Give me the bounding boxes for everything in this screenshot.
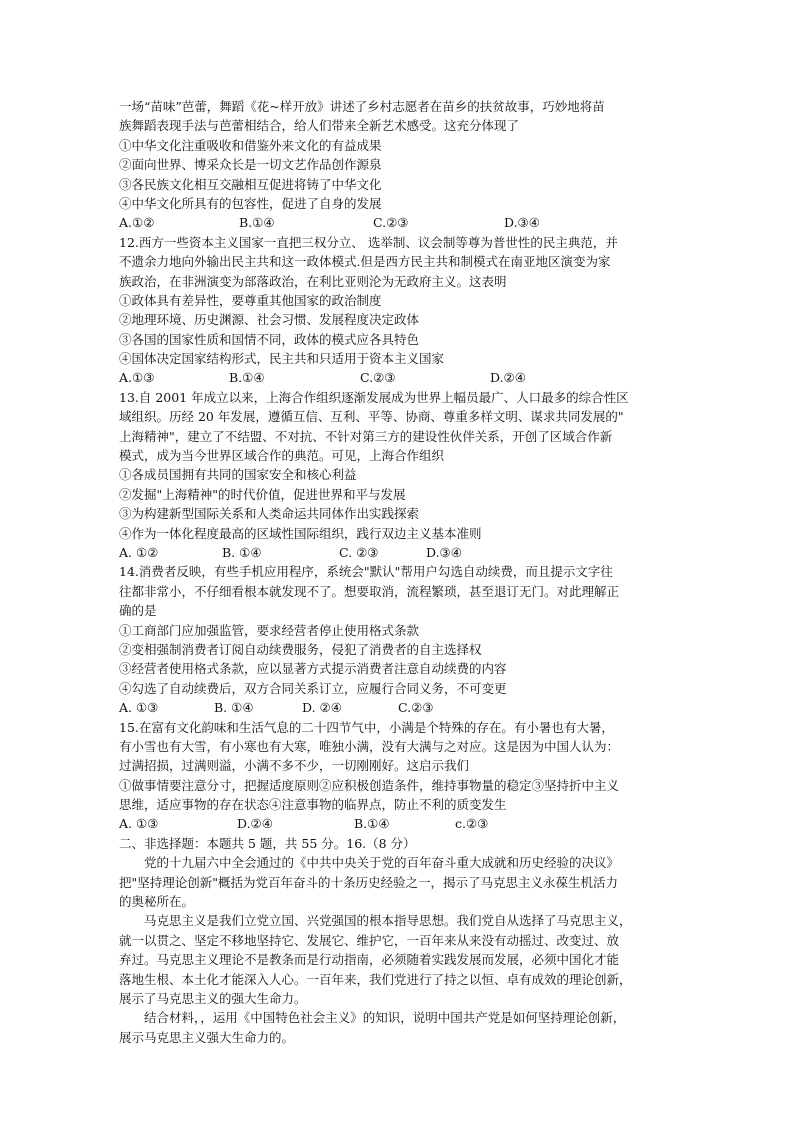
option-b[interactable]: B.①④ <box>354 816 390 832</box>
option-c[interactable]: C.②③ <box>360 370 396 386</box>
question-14 <box>119 562 689 717</box>
question-text: 有小雪也有大雪，有小寒也有大寒，唯独小满，没有大满与之对应。这是因为中国人认为： <box>119 738 620 754</box>
material-paragraph: 就一以贯之、坚定不移地坚持它、发展它、维护它，一百年来从来没有动摇过、改变过、放 <box>119 932 620 948</box>
question-text: 族政治，在非洲演变为部落政治，在利比亚则沦为无政府主义。这表明 <box>119 273 507 289</box>
option-a[interactable]: A.①③ <box>119 370 155 386</box>
question-text: 模式，成为当今世界区域合作的典范。可见，上海合作组织 <box>119 448 445 464</box>
question-text: 12.西方一些资本主义国家一直把三权分立、 选举制、议会制等尊为普世性的民主典范，并 <box>119 234 618 250</box>
question-text: 域组织。历经 20 年发展，遵循互信、互利、平等、协商、尊重多样文明、谋求共同发展的" <box>119 409 624 425</box>
question-text: 15.在富有文化韵味和生活气息的二十四节气中，小满是个特殊的存在。有小暑也有大暑， <box>119 719 614 735</box>
material-paragraph: 的奥秘所在。 <box>119 894 195 910</box>
statement-1: ①工商部门应加强监管，要求经营者停止使用格式条款 <box>119 622 420 638</box>
question-text: 确的是 <box>119 603 157 619</box>
statement-1: ①政体具有差异性，要尊重其他国家的政治制度 <box>119 292 382 308</box>
option-b[interactable]: B.①④ <box>239 215 275 231</box>
answer-options <box>119 814 689 833</box>
answer-options <box>119 543 689 562</box>
option-a[interactable]: A. ①③ <box>119 700 159 716</box>
question-text: 往都非常小，不仔细看根本就发现不了。想要取消，流程繁琐，甚至退订无门。对此理解正 <box>119 583 620 599</box>
option-d[interactable]: D.③④ <box>426 544 462 560</box>
option-d[interactable]: D.②④ <box>490 370 526 386</box>
question-prompt: 结合材料，，运用《中国特色社会主义》的知识，说明中国共产党是如何坚持理论创新， <box>144 1010 626 1026</box>
option-c[interactable]: C. ②③ <box>339 544 379 560</box>
question-text: 上海精神"，建立了不结盟、不对抗、不针对第三方的建设性伙伴关系，开创了区域合作新 <box>119 428 613 444</box>
option-c[interactable]: c.②③ <box>455 816 489 832</box>
question-prompt: 展示马克思主义强大生命力的。 <box>119 1029 295 1045</box>
option-a[interactable]: A.①② <box>119 215 155 231</box>
question-text: 一场“苗味”芭蕾，舞蹈《花~样开放》讲述了乡村志愿者在苗乡的扶贫故事，巧妙地将苗 <box>119 99 605 114</box>
statement-2: ②地理环境、历史渊源、社会习惯、发展程度决定政体 <box>119 312 420 328</box>
material-paragraph: 党的十九届六中全会通过的《中共中央关于党的百年奋斗重大成就和历史经验的决议》 <box>144 855 620 871</box>
question-text: 族舞蹈表现手法与芭蕾相结合，给人们带来全新艺术感受。这充分体现了 <box>119 118 520 134</box>
statements: 思维，适应事物的存在状态④注意事物的临界点，防止不利的质变发生 <box>119 797 507 813</box>
statement-2: ②变相强制消费者订阅自动续费服务，侵犯了消费者的自主选择权 <box>119 641 482 657</box>
option-b[interactable]: B. ①④ <box>214 700 254 716</box>
statement-3: ③各民族文化相互交融相互促进将铸了中华文化 <box>119 176 382 192</box>
question-text: 不遗余力地向外输出民主共和这一政体模式.但是西方民主共和制模式在南亚地区演变为家 <box>119 254 611 270</box>
question-text: 过满招损，过满则溢，小满不多不少，一切刚刚好。这启示我们 <box>119 758 470 774</box>
option-b[interactable]: B. ①④ <box>222 544 262 560</box>
option-d[interactable]: D.③④ <box>504 215 540 231</box>
option-c[interactable]: C.②③ <box>398 700 434 716</box>
option-a[interactable]: A. ①③ <box>119 816 159 832</box>
question-text: 14.消费者反映，有些手机应用程序，系统会"默认"帮用户勾选自动续费，而且提示文字往 <box>119 564 613 580</box>
answer-options <box>119 213 689 232</box>
statement-3: ③为构建新型国际关系和人类命运共同体作出实践探索 <box>119 506 420 522</box>
exam-page <box>119 97 689 1047</box>
statement-2: ②面向世界、博采众长是一切文艺作品创作源泉 <box>119 157 382 173</box>
option-b[interactable]: B.①④ <box>229 370 265 386</box>
statement-4: ④国体决定国家结构形式，民主共和只适用于资本主义国家 <box>119 351 445 367</box>
statements: ①做事情要注意分寸，把握适度原则②应积极创造条件，维持事物量的稳定③坚持折中主义 <box>119 777 620 793</box>
material-paragraph: 马克思主义是我们立党立国、兴党强国的根本指导思想。我们党自从选择了马克思主义， <box>144 913 632 929</box>
question-13 <box>119 388 689 563</box>
option-d[interactable]: D. ②④ <box>302 700 342 716</box>
statement-2: ②发掘"上海精神"的时代价值，促进世界和平与发展 <box>119 486 406 502</box>
option-c[interactable]: C.②③ <box>373 215 409 231</box>
statement-4: ④作为一体化程度最高的区域性国际组织，践行双边主义基本准则 <box>119 525 482 541</box>
statement-4: ④勾选了自动续费后，双方合同关系订立，应履行合同义务，不可变更 <box>119 680 507 696</box>
section-heading: 二、非选择题：本题共 5 题，共 55 分。16.（8 分） <box>119 835 416 851</box>
statement-1: ①中华文化注重吸收和借鉴外来文化的有益成果 <box>119 137 382 153</box>
question-12 <box>119 233 689 388</box>
material-paragraph: 展示了马克思主义的强大生命力。 <box>119 990 307 1006</box>
question-16 <box>119 853 689 1047</box>
material-paragraph: 落地生根、本土化才能深入人心。一百年来，我们党进行了持之以恒、卓有成效的理论创新， <box>119 971 632 987</box>
question-15 <box>119 718 689 834</box>
statement-1: ①各成员国拥有共同的国家安全和核心利益 <box>119 467 357 483</box>
material-paragraph: 把"坚持理论创新"概括为党百年奋斗的十条历史经验之一，揭示了马克思主义永葆生机活力 <box>119 874 619 890</box>
question-11 <box>119 97 689 233</box>
answer-options <box>119 698 689 717</box>
material-paragraph: 弃过。马克思主义理论不是教条而是行动指南，必须随着实践发展而发展，必须中国化才能 <box>119 952 620 968</box>
option-d[interactable]: D.②④ <box>237 816 273 832</box>
statement-4: ④中华文化所具有的包容性，促进了自身的发展 <box>119 195 382 211</box>
question-text: 13.自 2001 年成立以来，上海合作组织逐渐发展成为世界上幅员最广、人口最多的综合性区 <box>119 389 629 405</box>
statement-3: ③经营者使用格式条款，应以显著方式提示消费者注意自动续费的内容 <box>119 661 507 677</box>
option-a[interactable]: A. ①② <box>119 544 159 560</box>
answer-options <box>119 368 689 387</box>
statement-3: ③各国的国家性质和国情不同，政体的模式应各具特色 <box>119 331 420 347</box>
